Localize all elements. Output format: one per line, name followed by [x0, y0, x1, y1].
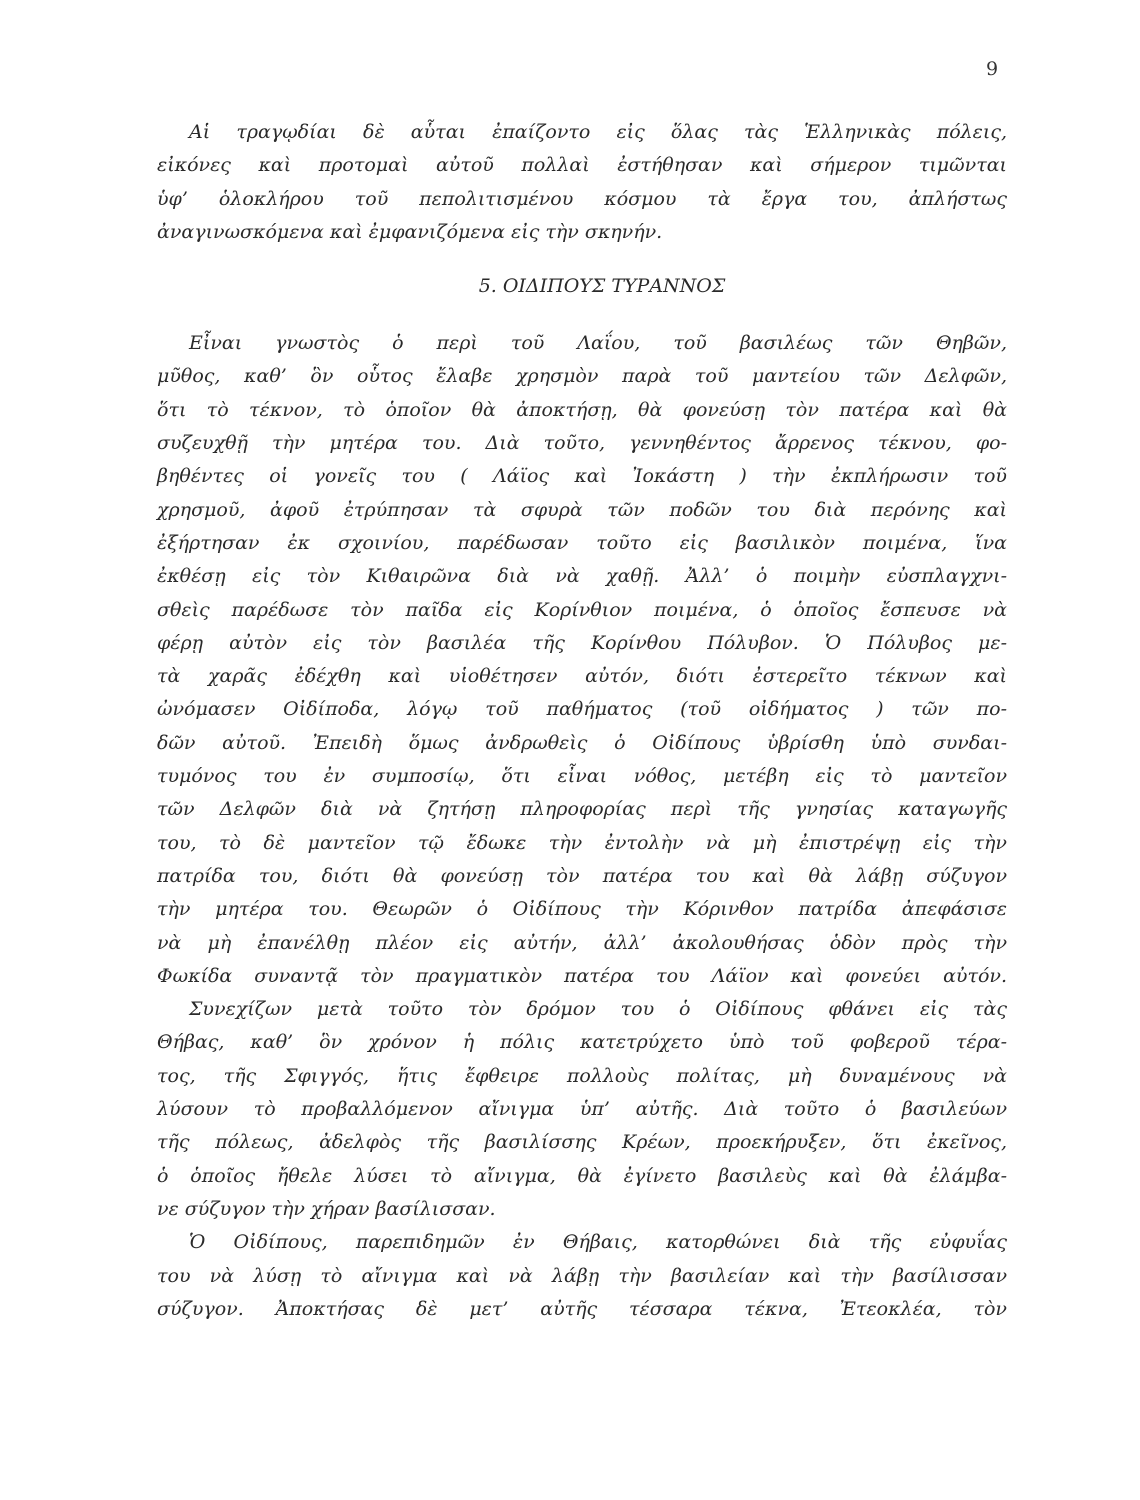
text-line: τὴν μητέρα του. Θεωρῶν ὁ Οἰδίπους τὴν Κόρινθον πατρίδα ἀπεφάσισε: [157, 898, 1007, 921]
text-line: ὅτι τὸ τέκνον, τὸ ὁποῖον θὰ ἀποκτήσῃ, θὰ φονεύσῃ τὸν πατέρα καὶ θὰ: [157, 398, 1007, 421]
text-line: νὰ μὴ ἐπανέλθῃ πλέον εἰς αὐτήν, ἀλλ’ ἀκολουθήσας ὁδὸν πρὸς τὴν: [157, 931, 1007, 954]
text-line: σθεὶς παρέδωσε τὸν παῖδα εἰς Κορίνθιον ποιμένα, ὁ ὁποῖος ἔσπευσε νὰ: [157, 598, 1007, 621]
text-line: ἀναγινωσκόμενα καὶ ἐμφανιζόμενα εἰς τὴν σκηνήν.: [157, 220, 663, 243]
text-line: ὠνόμασεν Οἰδίποδα, λόγῳ τοῦ παθήματος (τοῦ οἰδήματος ) τῶν πο-: [157, 698, 1007, 721]
text-line: Θήβας, καθ’ ὃν χρόνον ἡ πόλις κατετρύχετο ὑπὸ τοῦ φοβεροῦ τέρα-: [157, 1031, 1007, 1054]
text-line: ἐξήρτησαν ἐκ σχοινίου, παρέδωσαν τοῦτο εἰς βασιλικὸν ποιμένα, ἵνα: [157, 531, 1007, 554]
text-line: μῦθος, καθ’ ὃν οὗτος ἔλαβε χρησμὸν παρὰ τοῦ μαντείου τῶν Δελφῶν,: [157, 365, 1007, 388]
text-line: συζευχθῇ τὴν μητέρα του. Διὰ τοῦτο, γεννηθέντος ἄρρενος τέκνου, φο-: [157, 432, 1007, 455]
text-line: λύσουν τὸ προβαλλόμενον αἴνιγμα ὑπ’ αὐτῆς. Διὰ τοῦτο ὁ βασιλεύων: [157, 1098, 1007, 1121]
text-line: χρησμοῦ, ἀφοῦ ἐτρύπησαν τὰ σφυρὰ τῶν ποδῶν του διὰ περόνης καὶ: [157, 498, 1007, 521]
text-line: πατρίδα του, διότι θὰ φονεύσῃ τὸν πατέρα του καὶ θὰ λάβῃ σύζυγον: [157, 864, 1007, 887]
text-line: Ὁ Οἰδίπους, παρεπιδημῶν ἐν Θήβαις, κατορθώνει διὰ τῆς εὐφυΐας: [189, 1231, 1007, 1254]
page-number: 9: [986, 58, 999, 80]
text-line: τῶν Δελφῶν διὰ νὰ ζητήσῃ πληροφορίας περὶ τῆς γνησίας καταγωγῆς: [157, 798, 1007, 821]
text-line: τος, τῆς Σφιγγός, ἥτις ἔφθειρε πολλοὺς πολίτας, μὴ δυναμένους νὰ: [157, 1064, 1007, 1087]
text-line: δῶν αὐτοῦ. Ἐπειδὴ ὅμως ἀνδρωθεὶς ὁ Οἰδίπους ὑβρίσθη ὑπὸ συνδαι-: [157, 731, 1007, 754]
text-line: Συνεχίζων μετὰ τοῦτο τὸν δρόμον του ὁ Οἰδίπους φθάνει εἰς τὰς: [189, 998, 1007, 1021]
text-line: φέρῃ αὐτὸν εἰς τὸν βασιλέα τῆς Κορίνθου Πόλυβον. Ὁ Πόλυβος με-: [157, 631, 1007, 654]
section-heading: 5. ΟΙΔΙΠΟΥΣ ΤΥΡΑΝΝΟΣ: [478, 275, 726, 298]
text-line: τυμόνος του ἐν συμποσίῳ, ὅτι εἶναι νόθος, μετέβη εἰς τὸ μαντεῖον: [157, 765, 1007, 788]
text-line: σύζυγον. Ἀποκτήσας δὲ μετ’ αὐτῆς τέσσαρα τέκνα, Ἐτεοκλέα, τὸν: [157, 1297, 1007, 1320]
text-line: ἐκθέσῃ εἰς τὸν Κιθαιρῶνα διὰ νὰ χαθῇ. Ἀλλ’ ὁ ποιμὴν εὐσπλαγχνι-: [157, 565, 1007, 588]
text-line: ὑφ’ ὁλοκλήρου τοῦ πεπολιτισμένου κόσμου τὰ ἔργα του, ἀπλήστως: [157, 187, 1007, 210]
text-line: Φωκίδα συναντᾷ τὸν πραγματικὸν πατέρα του Λάϊον καὶ φονεύει αὐτόν.: [157, 964, 1007, 987]
text-line: τῆς πόλεως, ἀδελφὸς τῆς βασιλίσσης Κρέων, προεκήρυξεν, ὅτι ἐκεῖνος,: [157, 1131, 1007, 1154]
text-block: [157, 116, 1007, 1326]
text-line: νε σύζυγον τὴν χήραν βασίλισσαν.: [157, 1197, 496, 1220]
text-line: ὁ ὁποῖος ἤθελε λύσει τὸ αἴνιγμα, θὰ ἐγίνετο βασιλεὺς καὶ θὰ ἐλάμβα-: [157, 1164, 1007, 1187]
text-line: του νὰ λύσῃ τὸ αἴνιγμα καὶ νὰ λάβῃ τὴν βασιλείαν καὶ τὴν βασίλισσαν: [157, 1264, 1007, 1287]
text-line: τὰ χαρᾶς ἐδέχθη καὶ υἱοθέτησεν αὐτόν, διότι ἐστερεῖτο τέκνων καὶ: [157, 665, 1007, 688]
text-line: του, τὸ δὲ μαντεῖον τῷ ἔδωκε τὴν ἐντολὴν νὰ μὴ ἐπιστρέψῃ εἰς τὴν: [157, 831, 1007, 854]
text-line: Αἱ τραγῳδίαι δὲ αὗται ἐπαίζοντο εἰς ὅλας τὰς Ἑλληνικὰς πόλεις,: [189, 121, 1007, 143]
text-line: εἰκόνες καὶ προτομαὶ αὐτοῦ πολλαὶ ἐστήθησαν καὶ σήμερον τιμῶνται: [157, 154, 1007, 177]
text-line: Εἶναι γνωστὸς ὁ περὶ τοῦ Λαΐου, τοῦ βασιλέως τῶν Θηβῶν,: [189, 332, 1007, 355]
text-line: βηθέντες οἱ γονεῖς του ( Λάϊος καὶ Ἰοκάστη ) τὴν ἐκπλήρωσιν τοῦ: [157, 465, 1007, 488]
